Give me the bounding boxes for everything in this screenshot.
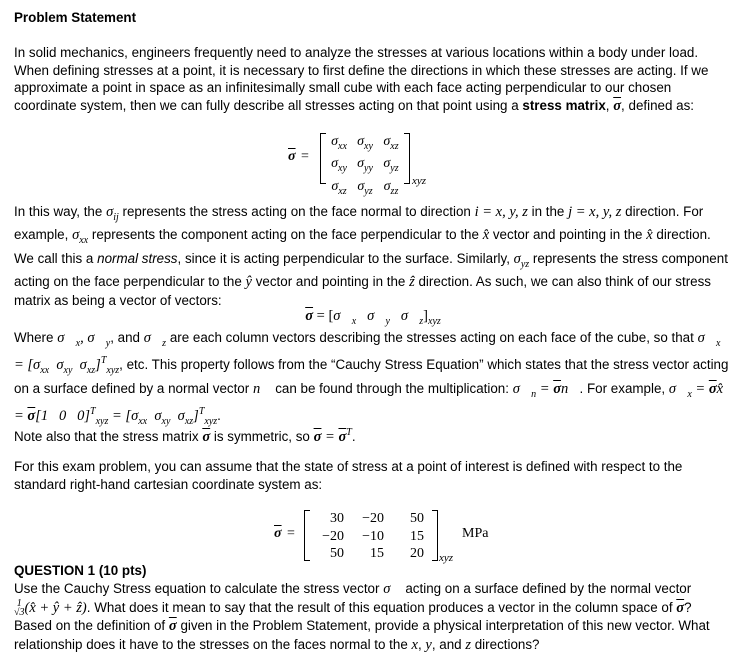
symbolic-matrix: $\sigma_{xx}$ $\sigma_{xy}$ $\sigma_{xz}$ $\sigma_{xy}$ $\sigma_{yy}$ $\sigma_{yz}$ $\sigma_{xz}$ $\sigma_{yz}$ $\sigma_{zz}$ <box>320 133 410 184</box>
numeric-matrix: 30 −20 50 −20 −10 15 50 15 20 <box>304 510 438 561</box>
unit-label: MPa <box>462 526 489 541</box>
vector-of-vectors-equation: $\overline{\sigma}$ = [$\sigma⃗_x$ $\sigma⃗_y$ $\sigma⃗_z]_{xyz}$ <box>305 308 441 327</box>
symmetry-note: Note also that the stress matrix $\overline{\sigma}$ is symmetric, so $\overline{\sigma} = \overline{\sigma}^T$. <box>14 427 356 445</box>
intro-paragraph: In solid mechanics, engineers frequently need to analyze the stresses at various locations within a body under load. When defining stresses at a point, it is necessary to first define the directions in which these stresses are acting. If we approximate a point in space as an infinitesimally small cube with each face acting perpendicular to our chosen coordinate system, then we can fully describe all stresses acting on that point using a stress matrix, $\overline{\sigma}$, defined as: <box>14 45 709 114</box>
cauchy-paragraph: Where $\sigma⃗_x$, $\sigma⃗_y$, and $\sigma⃗_z$ are each column vectors describing the stresses acting on each face of the cube, so that $\sigma⃗_x = [\sigma_{xx}$ $\sigma_{xy}$ $\sigma_{xz}]^T_{xyz}$, etc. This property follows from the “Cauchy Stress Equation” which states that the stress vector acting on a surface defined by a normal vector n⃗ can be found through the multiplication: $\sigma⃗_n$ = $\overline{\sigma}n⃗$. For example, $\sigma⃗_x$ = $\overline{\sigma}x̂ = \overline{\sigma}[1$ 0 $0]^T_{xyz} = [\sigma_{xx}$ $\sigma_{xy}$ $\sigma_{xz}]^T_{xyz}$. <box>14 330 729 427</box>
question-body: Use the Cauchy Stress equation to calculate the stress vector σ⃗ acting on a surface defined by the normal vector 1 √3(x̂ + ŷ + ẑ). What does it mean to say that the result of this equation produces a vector in the column space of $\overline{\sigma}$? Based on the definition of $\overline{\sigma}$ given in the Problem Statement, provide a physical interpretation of this new vector. What relationship does it have to the stresses on the faces normal to the x, y, and z directions? <box>14 581 710 653</box>
explanation-paragraph: In this way, the $\sigma_{ij}$ represents the stress acting on the face normal to direction i = x, y, z in the j = x, y, z direction. For example, $\sigma_{xx}$ represents the component acting on the face perpendicular to the x̂ vector and pointing in the x̂ direction. We call this a normal stress, since it is acting perpendicular to the surface. Similarly, $\sigma_{yz}$ represents the stress component acting on the face perpendicular to the ŷ vector and pointing in the ẑ direction. As such, we can also think of our stress matrix as being a vector of vectors: <box>14 204 728 309</box>
question-title: QUESTION 1 (10 pts) <box>14 563 147 578</box>
page-title: Problem Statement <box>14 10 137 25</box>
assumption-paragraph: For this exam problem, you can assume that the state of stress at a point of interest is defined with respect to the standard right-hand cartesian coordinate system as: <box>14 459 683 492</box>
